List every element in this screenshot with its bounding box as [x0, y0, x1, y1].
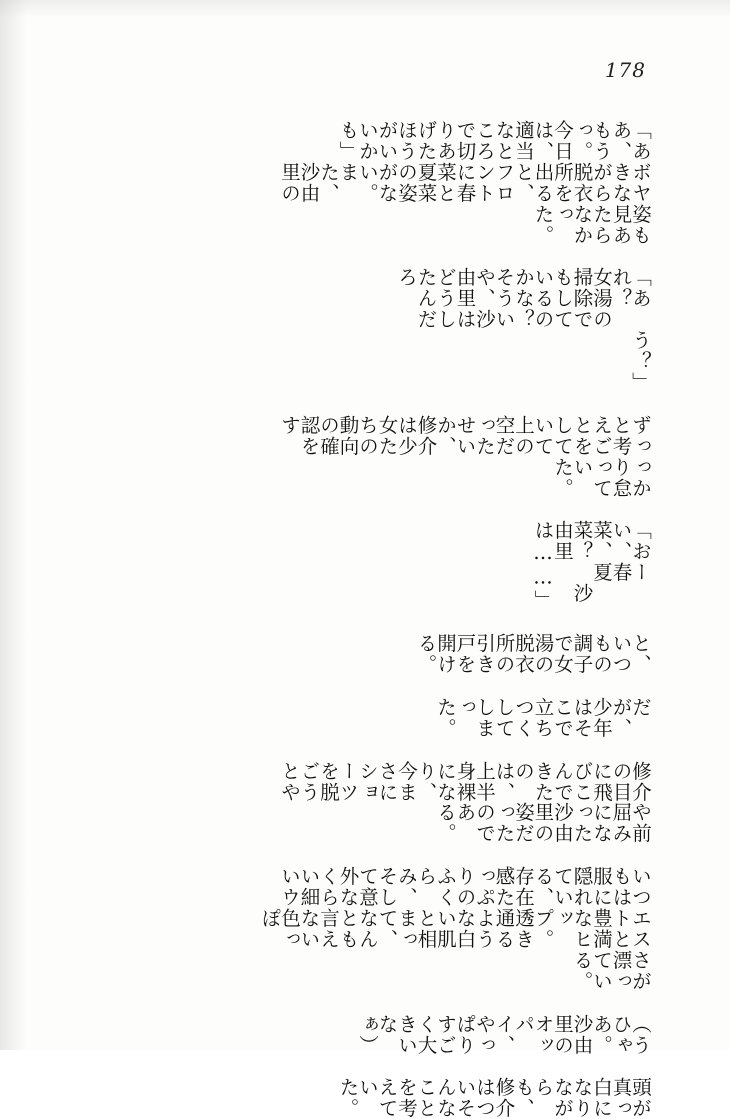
text-column: （うひゃあ。沙由里のオッパイ、やっぱりすごく大きいなぁ） [356, 1013, 652, 1056]
scan-top-shading [0, 0, 730, 18]
text-column: 「あれ？ 女湯の掃除でもしているのかな？ そういや、沙由里はどうしたんだろ [395, 267, 652, 352]
page-number: 178 [604, 58, 646, 82]
body-text [50, 120, 652, 1119]
text-column: さが漂っている。 [570, 949, 652, 992]
text-column: ボヤきながら脱衣所を出ると、フロントに春菜と夏菜の姿がない。また、沙由里の [278, 161, 652, 204]
text-column: 頭が真っ白になりながらも、修介はついそんなことを考えていた。 [336, 1077, 652, 1119]
text-column: だが、少年はそこで立ちつくしてしまった。 [434, 696, 652, 739]
text-column: 「ああ、もうっ。今日は、適当なところで切りあげたほうがいいかも」 [336, 120, 652, 162]
text-column: と、いつもの調子で女湯の脱衣所の引き戸を開ける。 [414, 633, 652, 675]
text-column: ずっと考えごとをしていて上の空だったせいか、修介は少女たちの動向の確認をす [278, 414, 652, 457]
text-column: エストと豊満なヒップ。透き通るような白い肌と相まって、なんとも言えない色っぽ [258, 908, 652, 950]
text-column: っかり怠っていた。 [551, 456, 652, 499]
text-column: 修介の目に飛びこんできたのは、上半身裸になり、今まさにショーツを脱ごうとや [278, 760, 652, 803]
text-column: 姿も見あたらなかった。 [531, 203, 652, 246]
text-column: 「おーい、春菜、夏菜？ 沙由里は……」 [531, 520, 652, 612]
text-column: や前屈みになった沙由里の姿だったのである。 [434, 802, 652, 845]
text-column: いつもは服に隠れている、存在感たっぷりのふくらみ、そして意外なくらい細いウ [278, 866, 652, 909]
scan-gutter-shading [0, 0, 26, 1050]
text-column: う？」 [629, 330, 652, 393]
